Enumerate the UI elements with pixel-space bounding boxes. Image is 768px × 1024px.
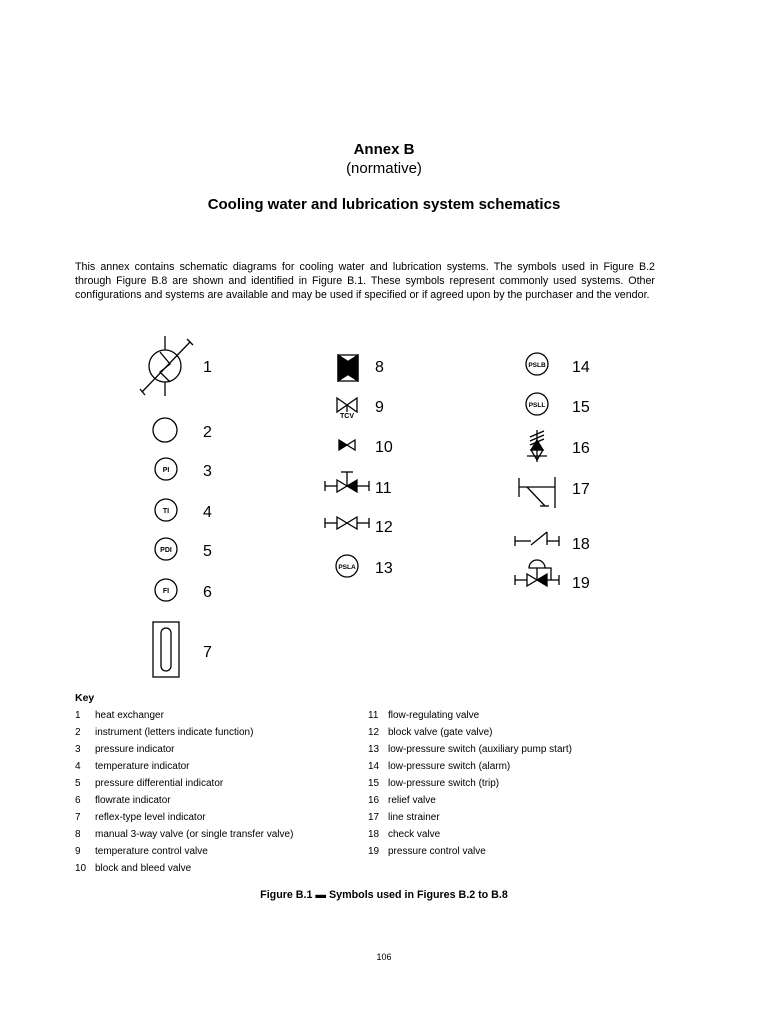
key-item: 15 low-pressure switch (trip) [368,778,500,789]
key-item: 4 temperature indicator [75,761,190,772]
symbol-number-11: 11 [375,480,392,497]
figure-caption: Figure B.1 ▬ Symbols used in Figures B.2 to B.8 [260,889,508,901]
key-list-right [368,707,572,860]
key-item: 13 low-pressure switch (auxiliary pump start) [368,744,572,755]
key-item: 6 flowrate indicator [75,795,171,806]
flow-regulating-valve-symbol [325,472,369,492]
key-list-left [75,707,293,877]
annex-subtitle: (normative) [346,160,422,177]
key-item: 11 flow-regulating valve [368,710,480,721]
reflex-level-indicator-symbol [153,622,179,677]
block-valve-symbol [325,517,369,529]
key-item: 19 pressure control valve [368,846,486,857]
instrument-symbol [153,418,177,442]
symbol-number-3: 3 [203,463,212,480]
key-item: 14 low-pressure switch (alarm) [368,761,511,772]
pi-label: PI [162,467,170,474]
key-item: 10 block and bleed valve [75,863,192,874]
ti-label: TI [162,508,170,515]
three-way-valve-symbol [338,355,358,381]
key-item: 8 manual 3-way valve (or single transfer valve) [75,829,294,840]
pslb-label: PSLB [528,362,546,369]
annex-title: Annex B [353,141,415,158]
symbol-number-10: 10 [375,439,393,456]
heat-exchanger-symbol [140,336,193,396]
key-item: 9 temperature control valve [75,846,208,857]
symbol-number-12: 12 [375,519,393,536]
relief-valve-symbol [527,430,547,462]
symbol-number-9: 9 [375,399,384,416]
key-item: 16 relief valve [368,795,436,806]
symbol-number-13: 13 [375,560,393,577]
key-item: 7 reflex-type level indicator [75,812,206,823]
symbol-number-4: 4 [203,504,212,521]
key-item: 5 pressure differential indicator [75,778,224,789]
fi-label: FI [162,588,170,595]
key-item: 2 instrument (letters indicate function) [75,727,254,738]
symbol-number-16: 16 [572,440,590,457]
pressure-control-valve-symbol [515,560,559,586]
temperature-control-valve-symbol [337,398,357,412]
intro-paragraph: This annex contains schematic diagrams for cooling water and lubrication systems. The symbols used in Figure B.2 through Figure B.8 are shown and identified in Figure B.1. These symbols represent commonly used systems. Other configurations and systems are available and may be used if specified or if agreed upon by the purchaser and the vendor. [75,261,655,302]
key-item: 1 heat exchanger [75,710,164,721]
page-number: 106 [376,952,392,962]
block-and-bleed-valve-symbol [339,440,355,450]
symbol-number-6: 6 [203,584,212,601]
symbol-number-17: 17 [572,481,590,498]
key-item: 18 check valve [368,829,441,840]
symbol-number-7: 7 [203,644,212,661]
line-strainer-symbol [519,477,555,508]
tcv-label: TCV [340,413,354,420]
symbol-number-19: 19 [572,575,590,592]
key-heading: Key [75,692,95,704]
symbol-number-8: 8 [375,359,384,376]
section-heading: Cooling water and lubrication system schematics [207,196,561,213]
psll-label: PSLL [528,402,546,409]
symbol-number-5: 5 [203,543,212,560]
key-item: 12 block valve (gate valve) [368,727,493,738]
symbol-number-1: 1 [203,359,212,376]
symbol-number-14: 14 [572,359,590,376]
check-valve-symbol [515,532,559,546]
psla-label: PSLA [338,564,356,571]
pdi-label: PDI [160,547,172,554]
symbol-number-18: 18 [572,536,590,553]
symbol-number-15: 15 [572,399,590,416]
key-item: 3 pressure indicator [75,744,175,755]
key-item: 17 line strainer [368,812,440,823]
symbol-number-2: 2 [203,424,212,441]
